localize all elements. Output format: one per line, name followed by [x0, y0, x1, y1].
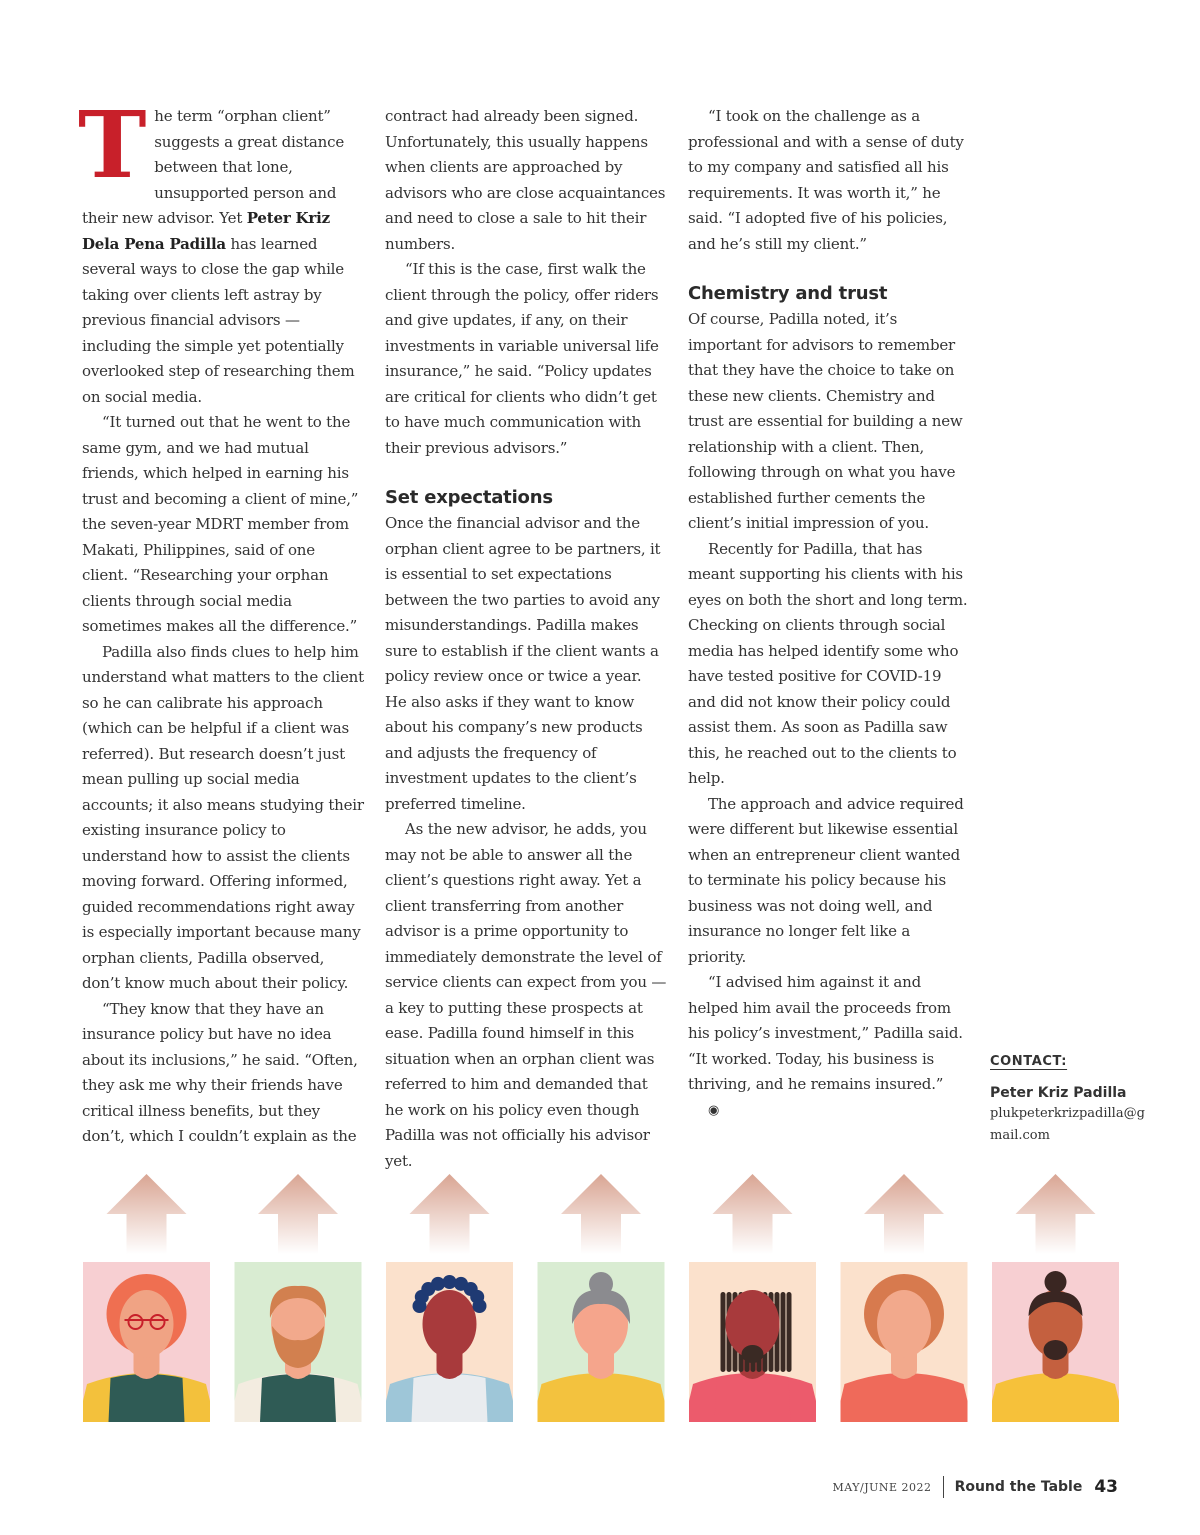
contact-email: plukpeterkrizpadilla@gmail.com — [990, 1106, 1145, 1143]
paragraph — [78, 91, 364, 410]
dreadlock — [721, 1292, 726, 1372]
paragraph: contract had already been signed. Unfortunately, this usually happens when clients are approached by advisors who are close acquaintances and need to close a sale to hit their numbers. — [385, 107, 666, 253]
vest — [1018, 1374, 1094, 1422]
contact-label: CONTACT: — [990, 1054, 1068, 1069]
client-portrait-5 — [684, 1174, 821, 1422]
client-portrait-6 — [836, 1174, 973, 1422]
drop-cap: T — [78, 91, 147, 199]
beard — [1044, 1340, 1068, 1360]
client-portrait-4 — [533, 1174, 670, 1422]
paragraph: “I took on the challenge as a professional and with a sense of duty to my company and satisfied all his requirements. It was worth it,” he said. “I adopted five of his policies, and he’s still my client.” — [688, 107, 964, 253]
up-arrow-icon — [258, 1174, 338, 1254]
vest — [715, 1374, 791, 1422]
footer-divider — [943, 1476, 944, 1498]
client-portrait-7 — [987, 1174, 1124, 1422]
paragraph — [688, 970, 970, 1123]
beard — [742, 1345, 764, 1363]
end-mark-icon: ◉ — [708, 1102, 720, 1118]
vest — [412, 1374, 488, 1422]
face — [877, 1290, 931, 1358]
page-number: 43 — [1094, 1477, 1118, 1497]
client-portrait-1 — [78, 1174, 215, 1422]
client-portrait-2 — [230, 1174, 367, 1422]
paragraph: The approach and advice required were different but likewise essential when an entrepreneur client wanted to terminate his policy because his business was not doing well, and insurance no longer felt like a priority. — [688, 794, 964, 966]
article-column-1 — [78, 91, 364, 1150]
paragraph: “It turned out that he went to the same gym, and we had mutual friends, which helped in earning his trust and becoming a client of mine,” the seven-year MDRT member from Makati, Philippines, said of one client. “Researching your orphan clients through social media sometimes makes all the difference.” — [82, 413, 359, 635]
vest — [866, 1374, 942, 1422]
up-arrow-icon — [1016, 1174, 1096, 1254]
section-heading: Chemistry and trust — [688, 283, 888, 304]
hair-bun — [1045, 1271, 1067, 1293]
contact-box — [990, 1054, 1160, 1147]
up-arrow-icon — [561, 1174, 641, 1254]
up-arrow-icon — [864, 1174, 944, 1254]
paragraph: “If this is the case, first walk the client through the policy, offer riders and give updates, if any, on their investments in variable universal life insurance,” he said. “Policy updates are critical for clients who didn’t get to have much communication with their previous advisors.” — [385, 260, 659, 457]
dreadlock — [781, 1292, 786, 1372]
paragraph: Once the financial advisor and the orphan client agree to be partners, it is essential to set expectations between the two parties to avoid any misunderstandings. Padilla makes sure to establish if the client wants a policy review once or twice a year. He also asks if they want to know about his company’s new products and adjusts the frequency of investment updates to the client’s preferred timeline. — [385, 514, 661, 813]
dreadlock — [787, 1292, 792, 1372]
vest — [260, 1374, 336, 1422]
page-footer — [833, 1475, 1119, 1499]
paragraph-text: “I advised him against it and helped him avail the proceeds from his policy’s investment,” Padilla said. “It worked. Today, his business is thriving, and he remains insured.” — [688, 973, 963, 1093]
article-column-3 — [688, 104, 970, 1123]
client-portrait-3 — [381, 1174, 518, 1422]
vest — [563, 1374, 639, 1422]
subject-name: Peter Kriz Dela Pena Padilla — [82, 209, 330, 253]
client-portraits-illustration — [0, 1170, 1200, 1430]
paragraph: “They know that they have an insurance policy but have no idea about its inclusions,” he said. “Often, they ask me why their friends have critical illness benefits, but they don’t, which I couldn’t explain as the — [82, 999, 358, 1145]
face — [120, 1290, 174, 1358]
hair-twist — [473, 1299, 487, 1313]
up-arrow-icon — [410, 1174, 490, 1254]
paragraph: Of course, Padilla noted, it’s important for advisors to remember that they have the choice to take on these new clients. Chemistry and trust are essential for building a new relationship with a client. Then, following through on what you have established further cements the client’s initial impression of you. — [688, 310, 963, 532]
magazine-title: Round the Table — [954, 1479, 1083, 1495]
paragraph-text: has learned several ways to close the gap while taking over clients left astray by previous financial advisors — including the simple yet potentially overlooked step of researching them on social media. — [82, 234, 355, 406]
article-column-2 — [385, 104, 667, 1174]
section-heading: Set expectations — [385, 487, 553, 508]
contact-name: Peter Kriz Padilla — [990, 1085, 1127, 1101]
vest — [109, 1374, 185, 1422]
paragraph: As the new advisor, he adds, you may not be able to answer all the client’s questions right away. Yet a client transferring from another advisor is a prime opportunity to immediately demonstrate the level of service clients can expect from you — a key to putting these prospects at ease. Padilla found himself in this situation when an orphan client was referred to him and demanded that he work on his policy even though Padilla was not officially his advisor yet. — [385, 820, 667, 1170]
face — [423, 1290, 477, 1358]
paragraph-text: he term “orphan client” suggests a great distance between that lone, unsupported person and their new advisor. Yet — [82, 107, 345, 227]
up-arrow-icon — [713, 1174, 793, 1254]
up-arrow-icon — [107, 1174, 187, 1254]
paragraph: Padilla also finds clues to help him understand what matters to the client so he can calibrate his approach (which can be helpful if a client was referred). But research doesn’t just mean pulling up social media accounts; it also means studying their existing insurance policy to understand how to assist the clients moving forward. Offering informed, guided recommendations right away is especially important because many orphan clients, Padilla observed, don’t know much about their policy. — [82, 642, 364, 992]
issue-date: MAY/JUNE 2022 — [832, 1480, 932, 1494]
paragraph: Recently for Padilla, that has meant supporting his clients with his eyes on both the short and long term. Checking on clients through social media has helped identify some who have tested positive for COVID-19 and did not know their policy could assist them. As soon as Padilla saw this, he reached out to the clients to help. — [688, 539, 968, 787]
